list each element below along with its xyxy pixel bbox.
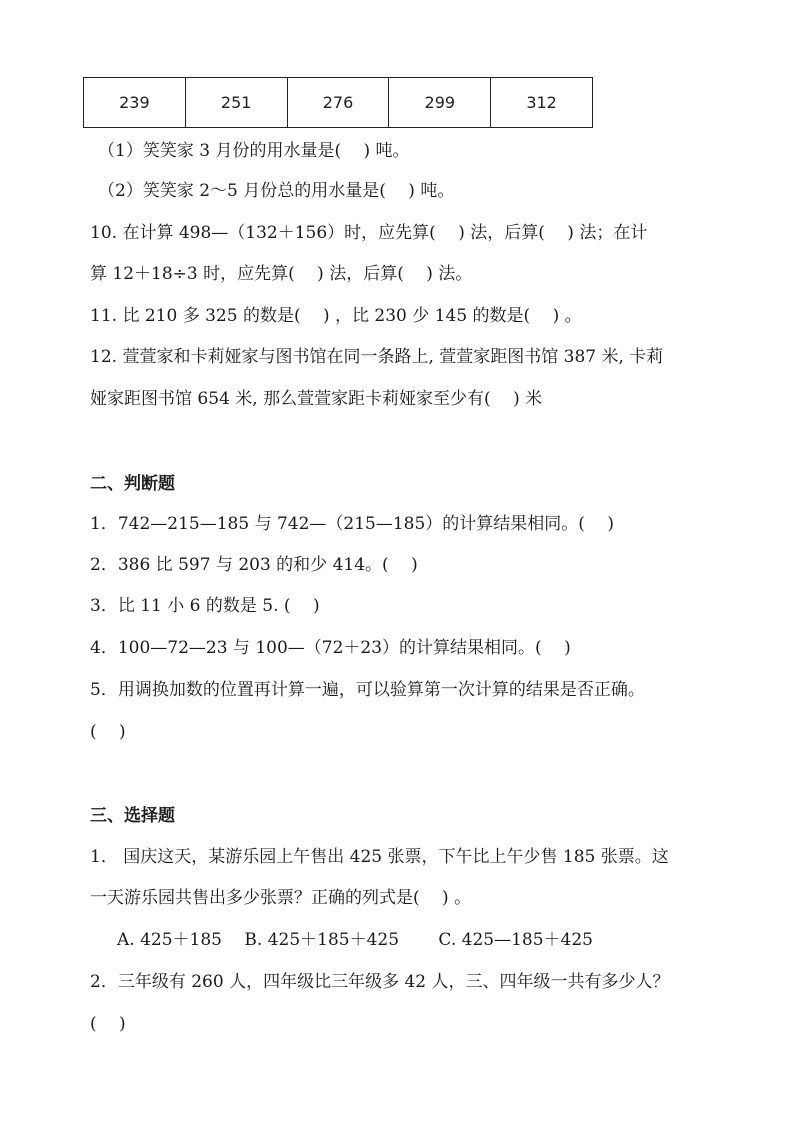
choice-question-2-line-2: ( ): [90, 1014, 126, 1034]
judge-question-1: 1．742—215—185 与 742—（215—185）的计算结果相同。( ): [90, 514, 614, 534]
choice-question-1-line-2: 一天游乐园共售出多少张票？正确的列式是( ) 。: [90, 888, 472, 908]
table-row: [84, 78, 593, 128]
choice-question-1-options: A. 425＋185 B. 425＋185＋425 C. 425—185＋425: [117, 930, 593, 950]
question-9-part-2: （2）笑笑家 2～5 月份总的用水量是( ) 吨。: [98, 181, 455, 201]
water-usage-table: [83, 77, 593, 128]
question-10-line-1: 10. 在计算 498—（132＋156）时，应先算( ) 法，后算( ) 法；在计: [90, 223, 648, 243]
section-heading-judge: 二、判断题: [90, 474, 175, 494]
judge-question-4: 4．100—72—23 与 100—（72＋23）的计算结果相同。( ): [90, 638, 571, 658]
question-12-line-2: 娅家距图书馆 654 米, 那么萱萱家距卡莉娅家至少有( ) 米: [90, 389, 543, 409]
table-cell: 312: [491, 78, 593, 128]
judge-question-5-line-1: 5．用调换加数的位置再计算一遍，可以验算第一次计算的结果是否正确。: [90, 680, 645, 700]
question-9-part-1: （1）笑笑家 3 月份的用水量是( ) 吨。: [98, 141, 410, 161]
choice-question-2-line-1: 2．三年级有 260 人，四年级比三年级多 42 人，三、四年级一共有多少人？: [90, 972, 670, 992]
section-heading-choice: 三、选择题: [90, 806, 175, 826]
table-cell: 276: [287, 78, 389, 128]
question-11: 11. 比 210 多 325 的数是( ) ，比 230 少 145 的数是( ) 。: [90, 306, 582, 326]
judge-question-5-line-2: ( ): [90, 722, 126, 742]
question-10-line-2: 算 12＋18÷3 时，应先算( ) 法，后算( ) 法。: [90, 264, 473, 284]
table-cell: 239: [84, 78, 186, 128]
judge-question-3: 3．比 11 小 6 的数是 5. ( ): [90, 596, 320, 616]
table-cell: 299: [389, 78, 491, 128]
choice-question-1-line-1: 1． 国庆这天，某游乐园上午售出 425 张票，下午比上午少售 185 张票。这: [90, 847, 669, 867]
judge-question-2: 2．386 比 597 与 203 的和少 414。( ): [90, 555, 418, 575]
question-12-line-1: 12. 萱萱家和卡莉娅家与图书馆在同一条路上, 萱萱家距图书馆 387 米, 卡莉: [90, 347, 664, 367]
table-cell: 251: [185, 78, 287, 128]
